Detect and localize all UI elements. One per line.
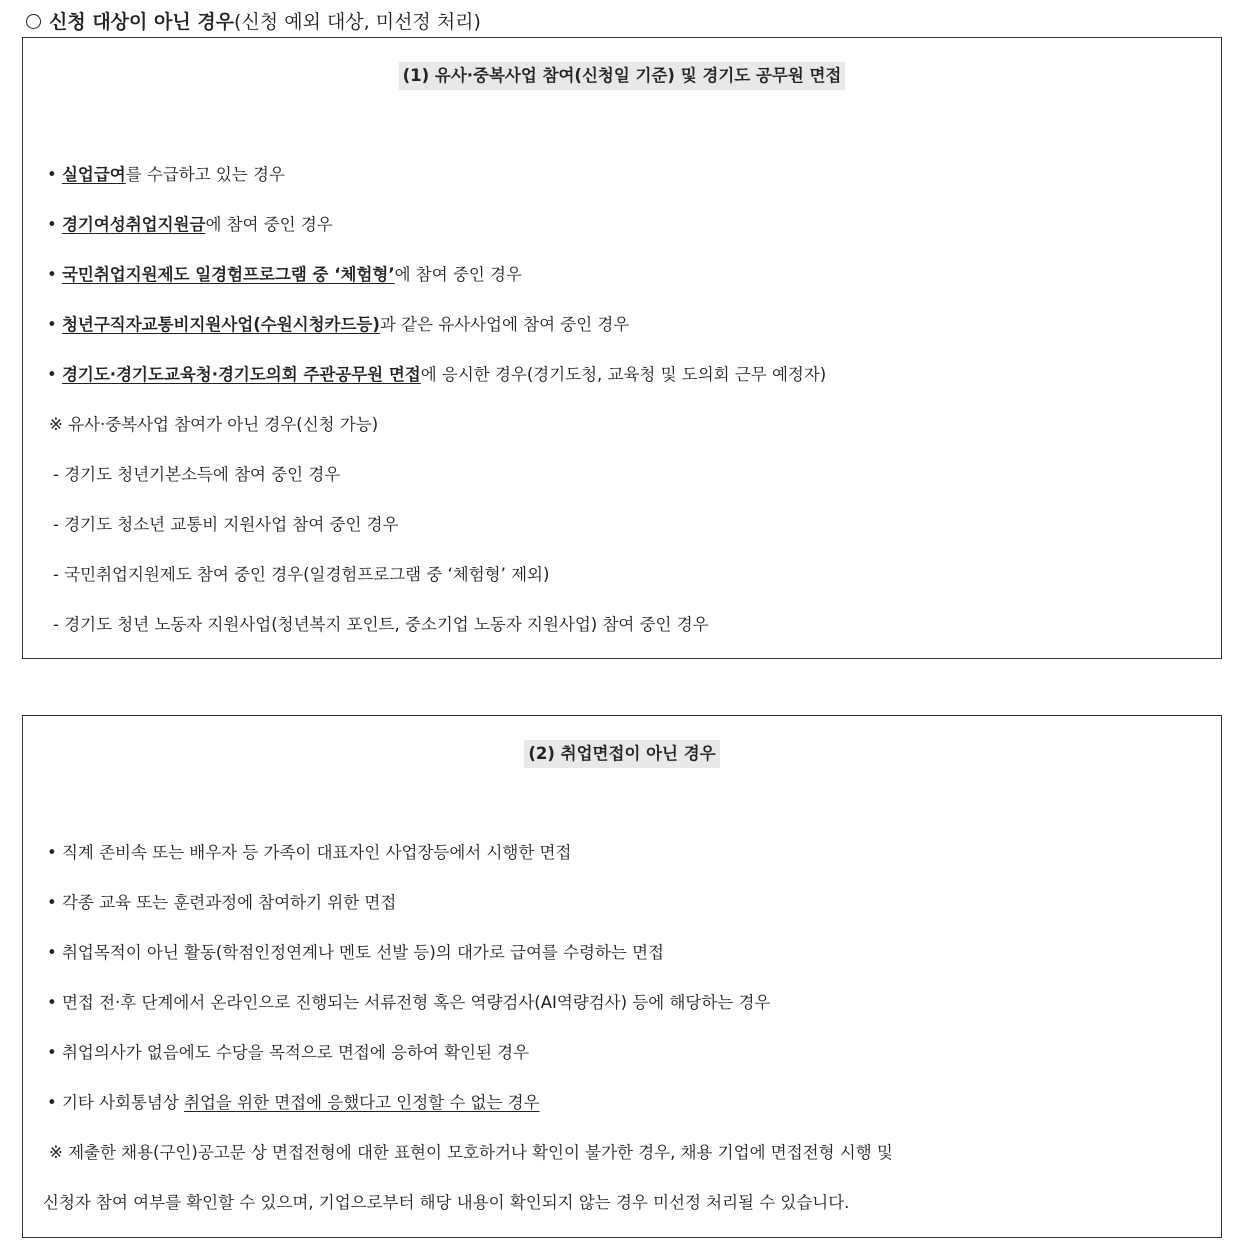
circle-bullet-icon <box>26 14 41 29</box>
list-item-text: 에 응시한 경우(경기도청, 교육청 및 도의회 근무 예정자) <box>420 365 827 384</box>
sub-list-item: - 경기도 청년기본소득에 참여 중인 경우 <box>53 465 341 484</box>
list-item: • 직계 존비속 또는 배우자 등 가족이 대표자인 사업장등에서 시행한 면접 <box>47 843 572 862</box>
bullet: • <box>47 265 62 284</box>
list-item <box>47 1089 540 1117</box>
note-text: ※ 제출한 채용(구인)공고문 상 면접전형에 대한 표현이 모호하거나 확인이 불가한 경우, 채용 기업에 면접전형 시행 및 <box>49 1143 893 1162</box>
list-item: • 취업목적이 아닌 활동(학점인정연계나 멘토 선발 등)의 대가로 급여를 수령하는 면접 <box>47 943 664 962</box>
bullet: • <box>47 315 62 334</box>
list-item-emphasis: 청년구직자교통비지원사업(수원시청카드등) <box>61 315 380 334</box>
note-text-continued: 신청자 참여 여부를 확인할 수 있으며, 기업으로부터 해당 내용이 확인되지 않는 경우 미선정 처리될 수 있습니다. <box>43 1193 850 1212</box>
list-item: • 취업의사가 없음에도 수당을 목적으로 면접에 응하여 확인된 경우 <box>47 1043 530 1062</box>
box2-title: (2) 취업면접이 아닌 경우 <box>524 740 719 768</box>
section-heading-bold: 신청 대상이 아닌 경우 <box>49 11 235 33</box>
list-item-emphasis: 실업급여 <box>61 165 126 184</box>
list-item-emphasis: 국민취업지원제도 일경험프로그램 중 ‘체험형’ <box>61 265 395 284</box>
list-item-emphasis: 경기도·경기도교육청·경기도의회 주관공무원 면접 <box>61 365 421 384</box>
list-item: • 각종 교육 또는 훈련과정에 참여하기 위한 면접 <box>47 893 397 912</box>
note-text: ※ 유사·중복사업 참여가 아닌 경우(신청 가능) <box>49 415 379 434</box>
list-item-underlined: 취업을 위한 면접에 응했다고 인정할 수 없는 경우 <box>184 1093 540 1112</box>
box1-title-row <box>23 62 1221 90</box>
sub-list-item: - 경기도 청년 노동자 지원사업(청년복지 포인트, 중소기업 노동자 지원사업) 참여 중인 경우 <box>53 615 709 634</box>
list-item-text: 에 참여 중인 경우 <box>394 265 522 284</box>
sub-list-item: - 경기도 청소년 교통비 지원사업 참여 중인 경우 <box>53 515 399 534</box>
list-item <box>47 361 826 389</box>
list-item-text: • 기타 사회통념상 <box>47 1093 185 1112</box>
list-item: • 면접 전·후 단계에서 온라인으로 진행되는 서류전형 혹은 역량검사(AI역량검사) 등에 해당하는 경우 <box>47 993 771 1012</box>
list-item-text: 과 같은 유사사업에 참여 중인 경우 <box>379 315 630 334</box>
section-heading <box>26 8 481 36</box>
list-item <box>47 261 522 289</box>
list-item-text: 를 수급하고 있는 경우 <box>125 165 285 184</box>
list-item-text: 에 참여 중인 경우 <box>205 215 333 234</box>
bullet: • <box>47 365 62 384</box>
list-item-emphasis: 경기여성취업지원금 <box>61 215 206 234</box>
bullet: • <box>47 215 62 234</box>
list-item <box>47 211 333 239</box>
list-item <box>47 311 629 339</box>
non-interview-box <box>22 715 1222 1238</box>
similar-program-box <box>22 37 1222 659</box>
list-item <box>47 161 285 189</box>
bullet: • <box>47 165 62 184</box>
box1-title: (1) 유사·중복사업 참여(신청일 기준) 및 경기도 공무원 면접 <box>399 62 846 90</box>
box2-title-row <box>23 740 1221 768</box>
sub-list-item: - 국민취업지원제도 참여 중인 경우(일경험프로그램 중 ‘체험형’ 제외) <box>53 565 550 584</box>
section-heading-rest: (신청 예외 대상, 미선정 처리) <box>234 11 481 33</box>
